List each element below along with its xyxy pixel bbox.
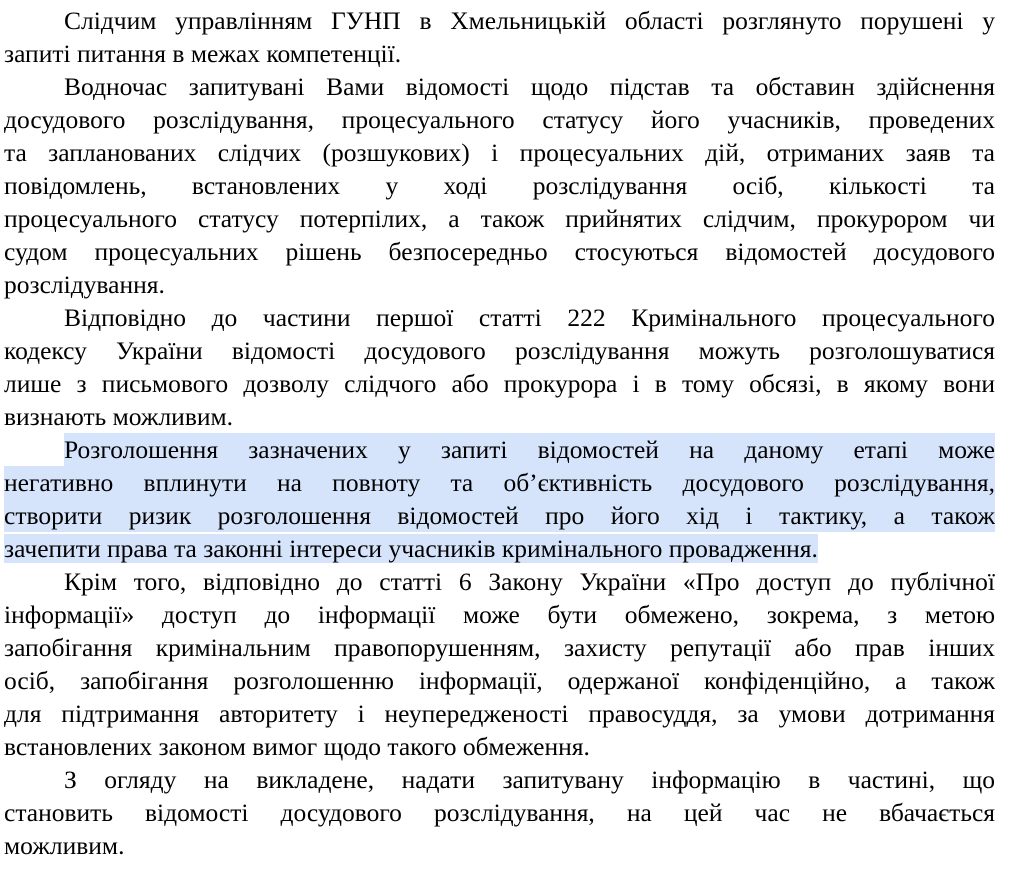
highlighted-paragraph-line-3[interactable]: створити ризик розголошення відомостей про його хід і тактику, а також [4, 501, 995, 530]
highlighted-paragraph-line-4-wrap [4, 532, 995, 565]
paragraph-5-line-4: осіб, запобігання розголошенню інформації, одержаної конфіденційно, а також [4, 666, 995, 695]
paragraph-3-line-3: лише з письмового дозволу слідчого або прокурора і в тому обсязі, в якому вони [4, 369, 995, 398]
paragraph-5-line-1: Крім того, відповідно до статті 6 Закону України «Про доступ до публічної [64, 567, 995, 596]
paragraph-5-line-5: для підтримання авторитету і неупередженості правосуддя, за умови дотримання [4, 699, 995, 728]
paragraph-6-line-3: можливим. [4, 831, 125, 860]
highlighted-paragraph-line-1[interactable]: Розголошення зазначених у запиті відомостей на даному етапі може [64, 435, 995, 464]
paragraph-2-line-7: розслідування. [4, 270, 165, 299]
highlighted-paragraph-line-4[interactable]: зачепити права та законні інтереси учасників кримінального провадження. [4, 534, 818, 563]
paragraph-3-line-4: визнають можливим. [4, 402, 234, 431]
paragraph-2-line-2: досудового розслідування, процесуального статусу його учасників, проведених [4, 105, 995, 134]
paragraph-3-line-2: кодексу України відомості досудового розслідування можуть розголошуватися [4, 336, 995, 365]
paragraph-2-line-1: Водночас запитувані Вами відомості щодо підстав та обставин здійснення [64, 72, 995, 101]
paragraph-2-line-4: повідомлень, встановлених у ході розслідування осіб, кількості та [4, 171, 995, 200]
paragraph-2-line-3: та запланованих слідчих (розшукових) і процесуальних дій, отриманих заяв та [4, 138, 995, 167]
paragraph-2-line-5: процесуального статусу потерпілих, а також прийнятих слідчим, прокурором чи [4, 204, 995, 233]
paragraph-5-line-6: встановлених законом вимог щодо такого обмеження. [4, 732, 590, 761]
paragraph-3-line-1: Відповідно до частини першої статті 222 Кримінального процесуального [64, 303, 995, 332]
paragraph-1-line-1: Слідчим управлінням ГУНП в Хмельницькій області розглянуто порушені у [64, 6, 995, 35]
paragraph-2-line-6: судом процесуальних рішень безпосередньо стосуються відомостей досудового [4, 237, 995, 266]
paragraph-6-line-2: становить відомості досудового розслідування, на цей час не вбачається [4, 798, 995, 827]
paragraph-1-line-2: запиті питання в межах компетенції. [4, 39, 402, 68]
highlighted-paragraph-line-2[interactable]: негативно вплинути на повноту та об’єктивність досудового розслідування, [4, 468, 995, 497]
paragraph-6-line-1: З огляду на викладене, надати запитувану інформацію в частині, що [64, 765, 995, 794]
paragraph-5-line-3: запобігання кримінальним правопорушенням, захисту репутації або прав інших [4, 633, 995, 662]
paragraph-5-line-2: інформації» доступ до інформації може бути обмежено, зокрема, з метою [4, 600, 995, 629]
